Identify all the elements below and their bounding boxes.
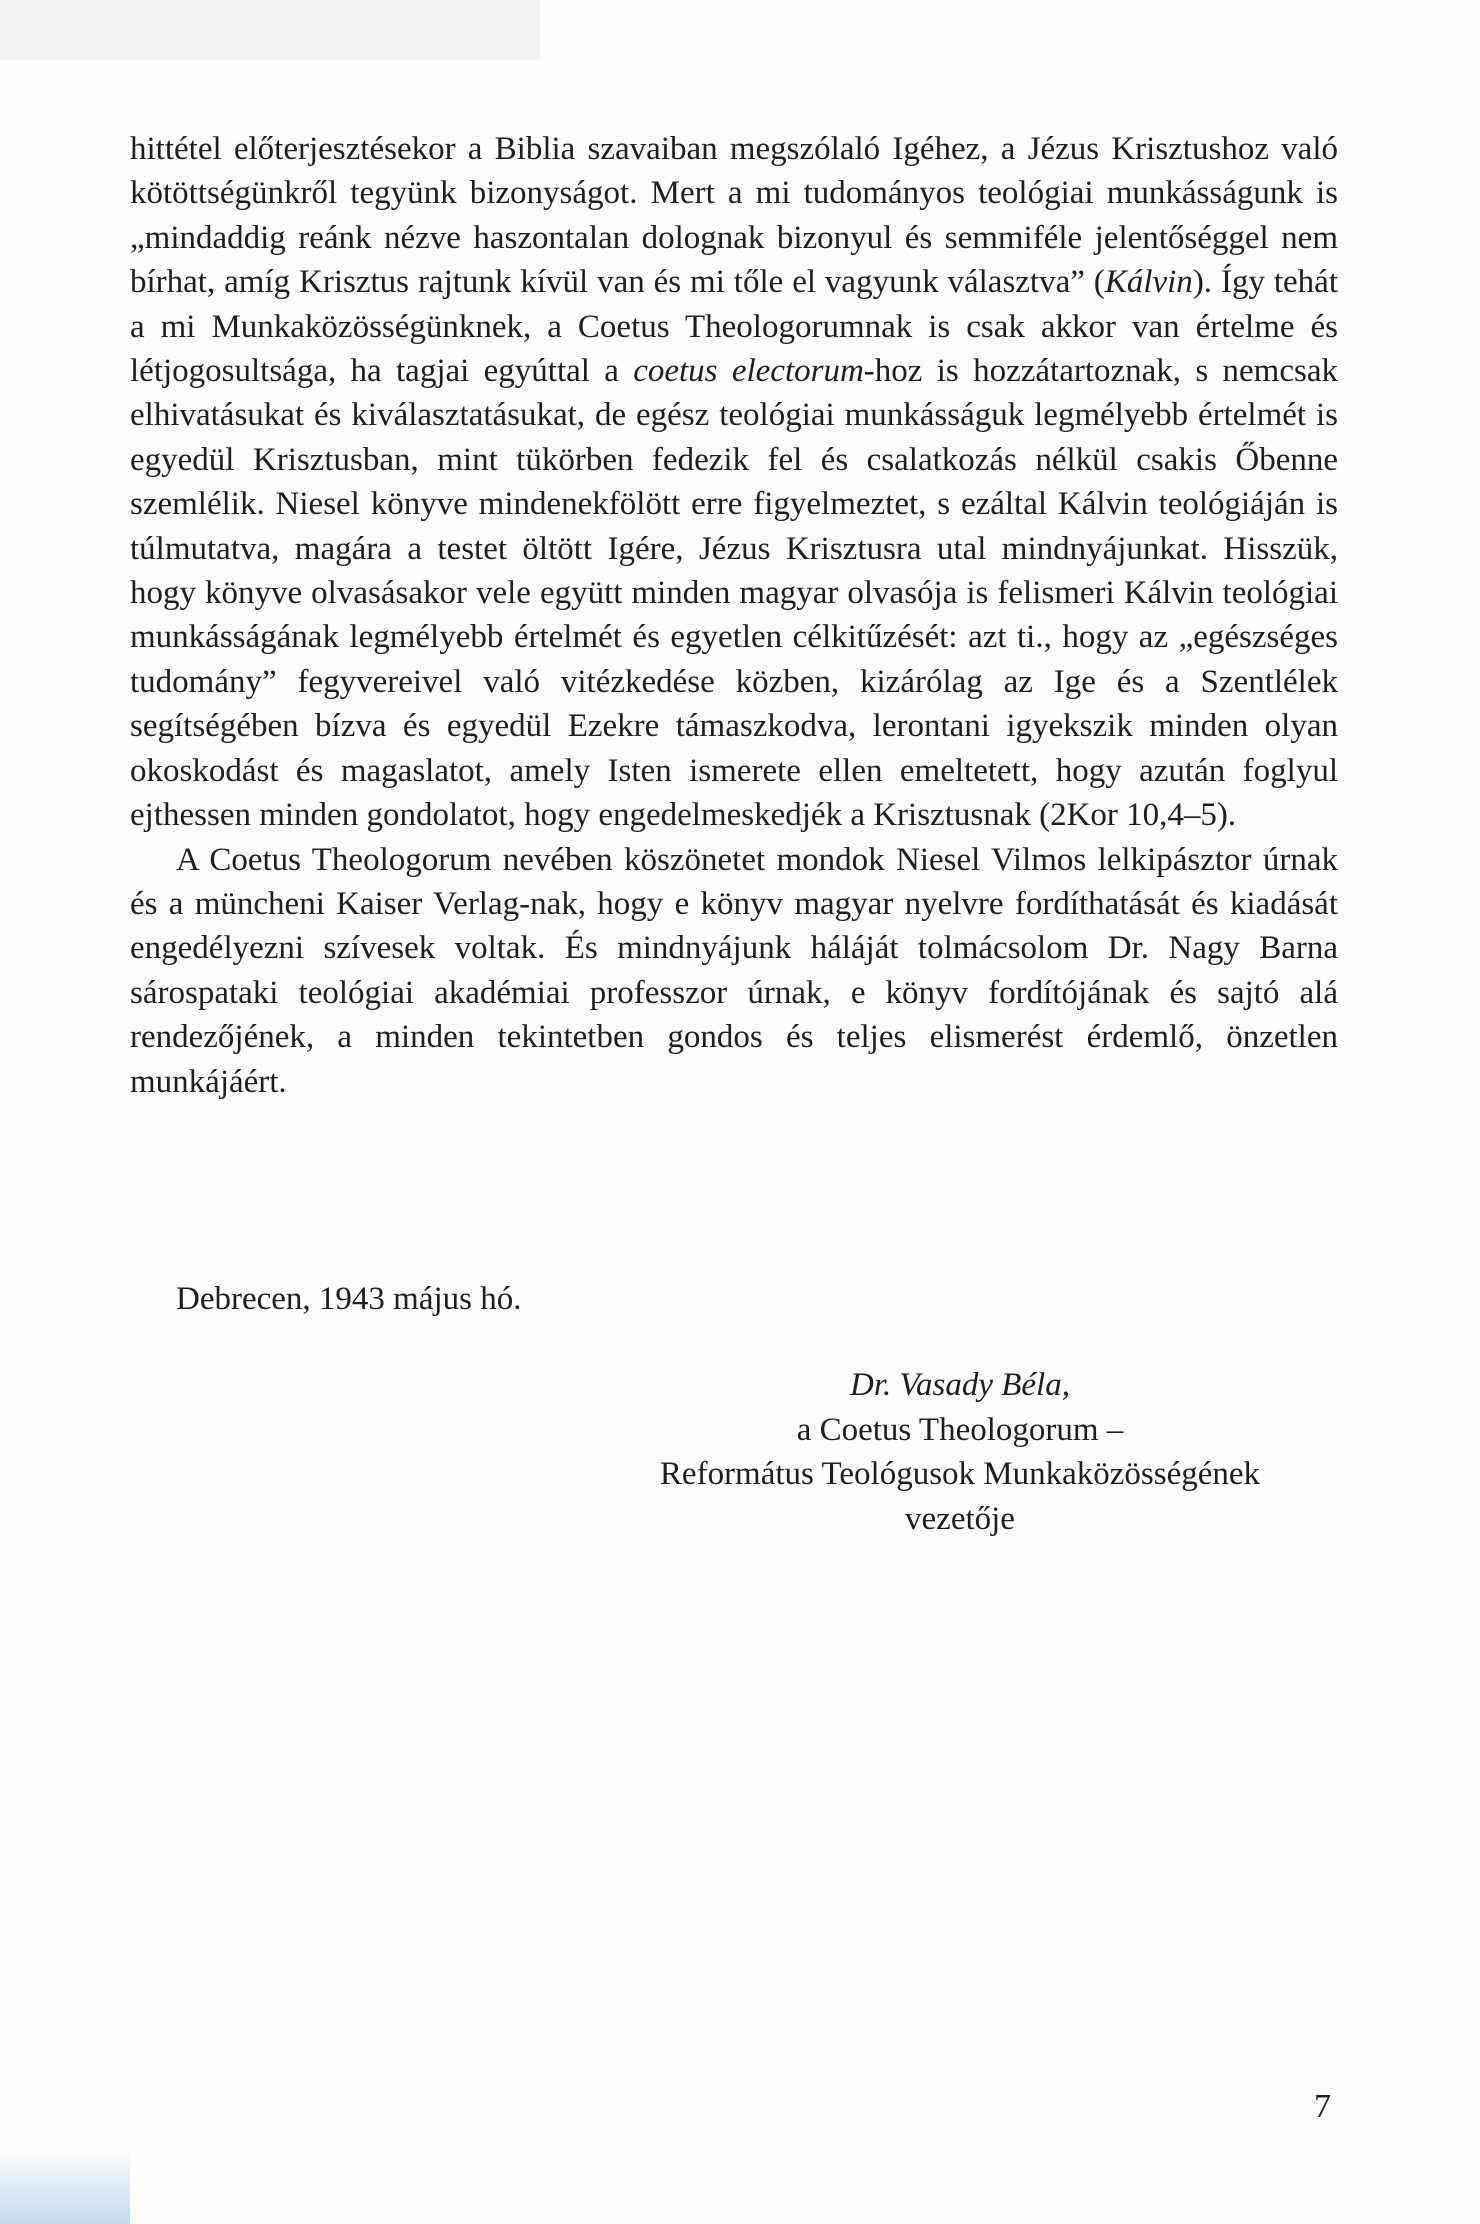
text-run-italic-coetus-electorum: coetus electorum	[633, 353, 864, 390]
scan-artifact-top	[0, 0, 540, 60]
signature-organization: a Coetus Theologorum –	[796, 1411, 1124, 1448]
body-text	[130, 127, 1338, 1104]
page-number: 7	[1314, 2088, 1331, 2125]
text-run: ). Így tehát a mi Munkaközösségünknek, a Coetus Theologorumnak is csak akkor van értelme és létjogosultsága, ha tagjai egyúttal a	[130, 264, 1338, 390]
text-run-italic-kalvin: Kálvin	[1104, 264, 1193, 301]
signature-role: vezetője	[905, 1500, 1015, 1537]
paragraph-main	[130, 127, 1338, 838]
text-run: hittétel előterjesztésekor a Biblia szavaiban megszólaló Igéhez, a Jézus Krisztushoz való kötöttségünkről tegyünk bizonyságot. Mert a mi tudományos teológiai munkásságunk is „mindaddig reánk nézve haszontalan dolognak bizonyul és semmiféle jelentőséggel nem bírhat, amíg Krisztus rajtunk kívül van és mi tőle el vagyunk választva” (	[130, 131, 1338, 301]
text-run: -hoz is hozzátartoznak, s nemcsak elhivatásukat és kiválasztatásukat, de egész teológiai munkásságuk legmélyebb értelmét is egyedül Krisztusban, mint tükörben fedezik fel és csalatkozás nélkül csakis Őbenne szemlélik. Niesel könyve mindenekfölött erre figyelmeztet, s ezáltal Kálvin teológiáján is túlmutatva, magára a testet öltött Igére, Jézus Krisztusra utal mindnyájunkat. Hisszük, hogy könyve olvasásakor vele együtt minden magyar olvasója is felismeri Kálvin teológiai munkásságának legmélyebb értelmét és egyetlen célkitűzését: azt ti., hogy az „egészséges tudomány” fegyvereivel való vitézkedése közben, kizárólag az Ige és a Szentlélek segítségében bízva és egyedül Ezekre támaszkodva, lerontani igyekszik minden olyan okoskodást és magaslatot, amely Isten ismerete ellen emeltetett, hogy azután foglyul ejthessen minden gondolatot, hogy engedelmeskedjék a Krisztusnak (2Kor 10,4–5).	[130, 353, 1338, 834]
signature-block	[560, 1363, 1360, 1541]
paragraph-acknowledgement: A Coetus Theologorum nevében köszönetet mondok Niesel Vilmos lelkipásztor úrnak és a müncheni Kaiser Verlag-nak, hogy e könyv magyar nyelvre fordíthatását és kiadását engedélyezni szívesek voltak. És mindnyájunk háláját tolmácsolom Dr. Nagy Barna sárospataki teológiai akadémiai professzor úrnak, e könyv fordítójának és sajtó alá rendezőjének, a minden tekintetben gondos és teljes elismerést érdemlő, önzetlen munkájáért.	[130, 841, 1338, 1100]
dateline: Debrecen, 1943 május hó.	[176, 1281, 522, 1317]
signature-name: Dr. Vasady Béla,	[850, 1367, 1070, 1403]
signature-organization-full: Református Teológusok Munkaközösségének	[659, 1456, 1261, 1492]
scan-artifact-edge	[0, 2150, 130, 2224]
